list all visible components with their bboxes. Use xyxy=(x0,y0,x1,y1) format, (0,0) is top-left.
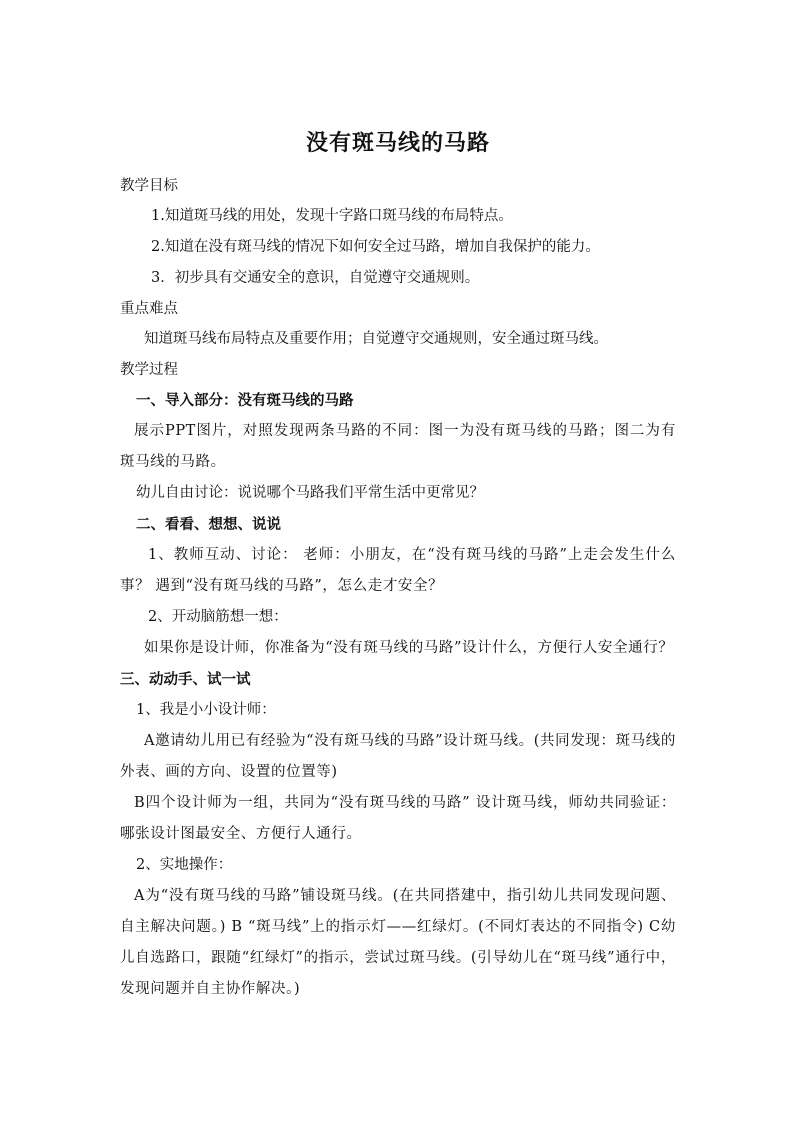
key-points-text: 知道斑马线布局特点及重要作用；自觉遵守交通规则，安全通过斑马线。 xyxy=(144,331,608,347)
part3-paragraph-2: A邀请幼儿用已有经验为“没有斑马线的马路”设计斑马线。(共同发现：斑马线的外表、画的方向、设置的位置等) xyxy=(120,733,676,780)
part1-title: 一、导入部分：没有斑马线的马路 xyxy=(136,392,354,409)
section-heading-goals: 教学目标 xyxy=(120,178,178,194)
part3-title: 三、动动手、试一试 xyxy=(120,671,251,688)
part3-paragraph-5: A为“没有斑马线的马路”铺设斑马线。(在共同搭建中，指引幼儿共同发现问题、自主解决问题。) B “斑马线”上的指示灯——红绿灯。(不同灯表达的不同指令) C幼儿自选路口，跟随“红绿灯”的指示，尝试过斑马线。(引导幼儿在“斑马线”通行中，发现问题并自主协作解决。) xyxy=(120,888,676,997)
part3-paragraph-3: B四个设计师为一组，共同为“没有斑马线的马路” 设计斑马线，师幼共同验证：哪张设计图最安全、方便行人通行。 xyxy=(120,795,676,842)
part2-paragraph-2: 2、开动脑筋想一想： xyxy=(148,609,288,625)
part1-paragraph-2: 幼儿自由讨论：说说哪个马路我们平常生活中更常见？ xyxy=(136,485,484,501)
part2-paragraph-3: 如果你是设计师，你准备为“没有斑马线的马路”设计什么，方便行人安全通行？ xyxy=(144,640,674,656)
section-heading-key-points: 重点难点 xyxy=(120,301,178,317)
document-page xyxy=(120,126,676,1005)
section-heading-process: 教学过程 xyxy=(120,362,178,378)
part2-title: 二、看看、想想、说说 xyxy=(136,516,281,533)
goal-item-1: 1.知道斑马线的用处，发现十字路口斑马线的布局特点。 xyxy=(151,208,513,224)
document-title: 没有斑马线的马路 xyxy=(305,130,490,156)
goal-item-3: 3．初步具有交通安全的意识，自觉遵守交通规则。 xyxy=(151,270,480,286)
part3-paragraph-4: 2、实地操作： xyxy=(136,857,233,873)
part3-paragraph-1: 1、我是小小设计师： xyxy=(136,702,276,718)
part1-paragraph-1: 展示PPT图片，对照发现两条马路的不同：图一为没有斑马线的马路；图二为有斑马线的马路。 xyxy=(120,423,676,470)
part2-paragraph-1: 1、教师互动、讨论： 老师：小朋友，在“没有斑马线的马路”上走会发生什么事？ 遇到“没有斑马线的马路”，怎么走才安全？ xyxy=(120,547,676,594)
goal-item-2: 2.知道在没有斑马线的情况下如何安全过马路，增加自我保护的能力。 xyxy=(151,239,600,255)
